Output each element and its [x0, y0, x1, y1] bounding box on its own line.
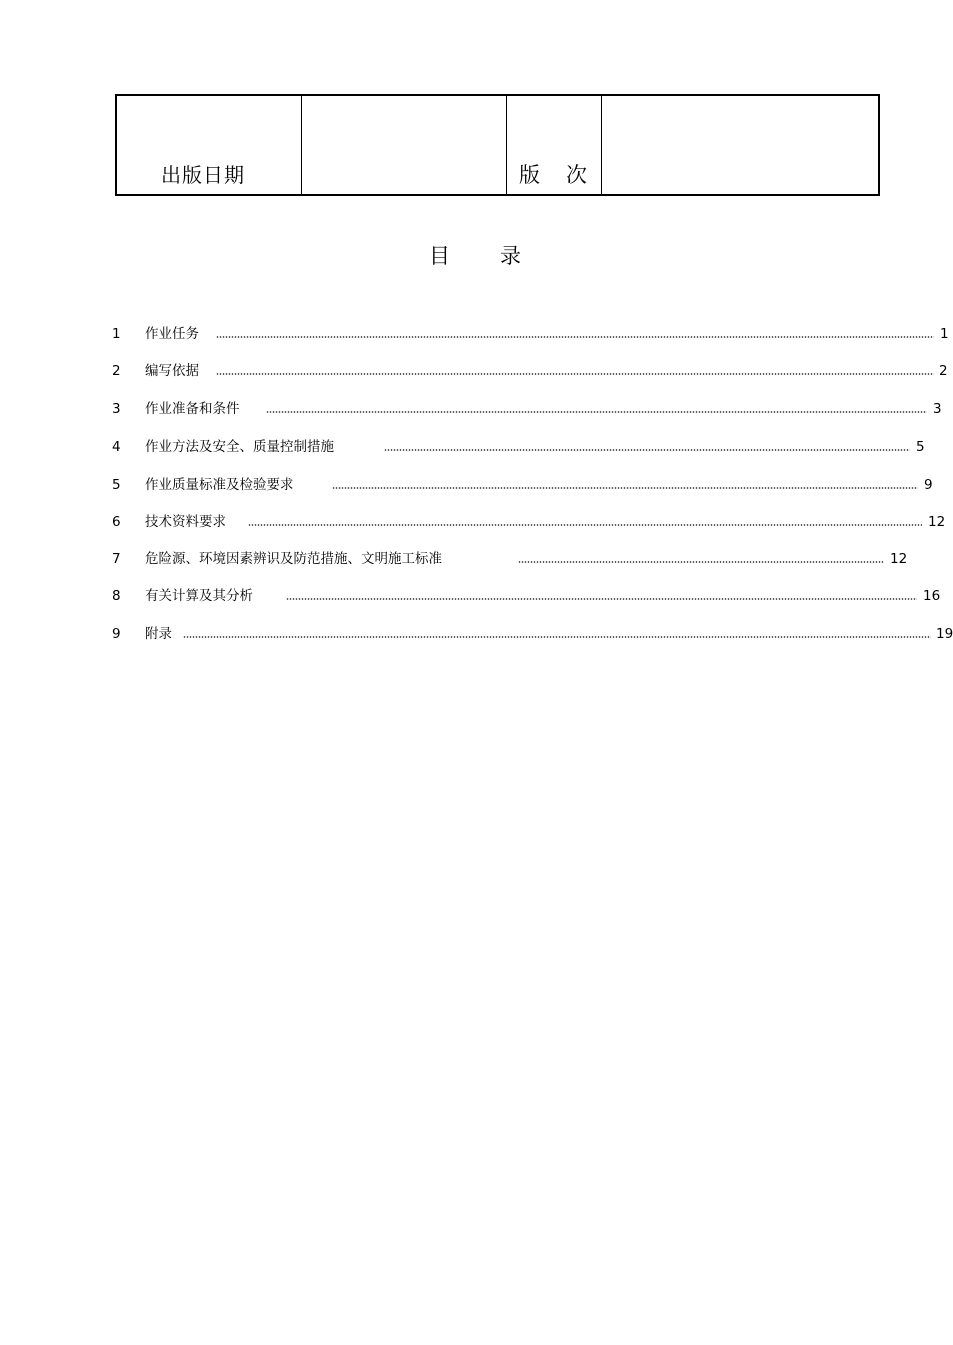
toc-dot-leader	[216, 336, 934, 338]
toc-item-page: 9	[924, 477, 933, 493]
table-divider	[506, 96, 507, 194]
toc-dot-leader	[518, 561, 884, 563]
toc-item-number: 5	[112, 477, 121, 493]
toc-item[interactable]	[112, 399, 950, 419]
publish-date-value	[307, 96, 497, 194]
toc-dot-leader	[384, 449, 910, 451]
toc-item[interactable]	[112, 512, 950, 532]
toc-item-title: 有关计算及其分析	[145, 588, 253, 604]
toc-item-page: 2	[939, 363, 948, 379]
toc-item[interactable]	[112, 361, 950, 381]
toc-item-number: 4	[112, 439, 121, 455]
toc-item-page: 1	[940, 326, 949, 342]
toc-dot-leader	[266, 411, 927, 413]
edition-label: 版次	[519, 163, 613, 187]
toc-dot-leader	[332, 487, 918, 489]
toc-item[interactable]	[112, 324, 950, 344]
table-divider	[301, 96, 302, 194]
toc-title: 目录	[429, 244, 571, 268]
toc-item[interactable]	[112, 586, 950, 606]
toc-item-title: 作业质量标准及检验要求	[145, 477, 294, 493]
toc-item-title: 附录	[145, 626, 172, 642]
toc-item-page: 5	[916, 439, 925, 455]
toc-item-title: 作业方法及安全、质量控制措施	[145, 439, 334, 455]
toc-dot-leader	[216, 373, 934, 375]
toc-item-number: 3	[112, 401, 121, 417]
publish-date-label: 出版日期	[161, 163, 245, 187]
toc-item-number: 8	[112, 588, 121, 604]
toc-item-number: 6	[112, 514, 121, 530]
toc-item[interactable]	[112, 437, 950, 457]
toc-item-title: 作业准备和条件	[145, 401, 240, 417]
edition-value	[607, 96, 877, 194]
toc-item-page: 16	[923, 588, 941, 604]
toc-item-page: 3	[933, 401, 942, 417]
toc-dot-leader	[286, 598, 917, 600]
toc-item-number: 1	[112, 326, 121, 342]
toc-item[interactable]	[112, 549, 950, 569]
toc-item-number: 9	[112, 626, 121, 642]
toc-item-page: 12	[890, 551, 908, 567]
toc-dot-leader	[183, 636, 931, 638]
toc-item-page: 19	[936, 626, 953, 642]
toc-item-title: 技术资料要求	[145, 514, 226, 530]
toc-item-number: 2	[112, 363, 121, 379]
toc-item-title: 危险源、环境因素辨识及防范措施、文明施工标准	[145, 551, 442, 567]
toc-item-title: 编写依据	[145, 363, 199, 379]
toc-item[interactable]	[112, 475, 950, 495]
toc-item[interactable]	[112, 624, 953, 644]
toc-item-page: 12	[928, 514, 946, 530]
toc-item-number: 7	[112, 551, 121, 567]
toc-dot-leader	[248, 524, 922, 526]
toc-item-title: 作业任务	[145, 326, 199, 342]
header-info-table	[115, 94, 880, 196]
